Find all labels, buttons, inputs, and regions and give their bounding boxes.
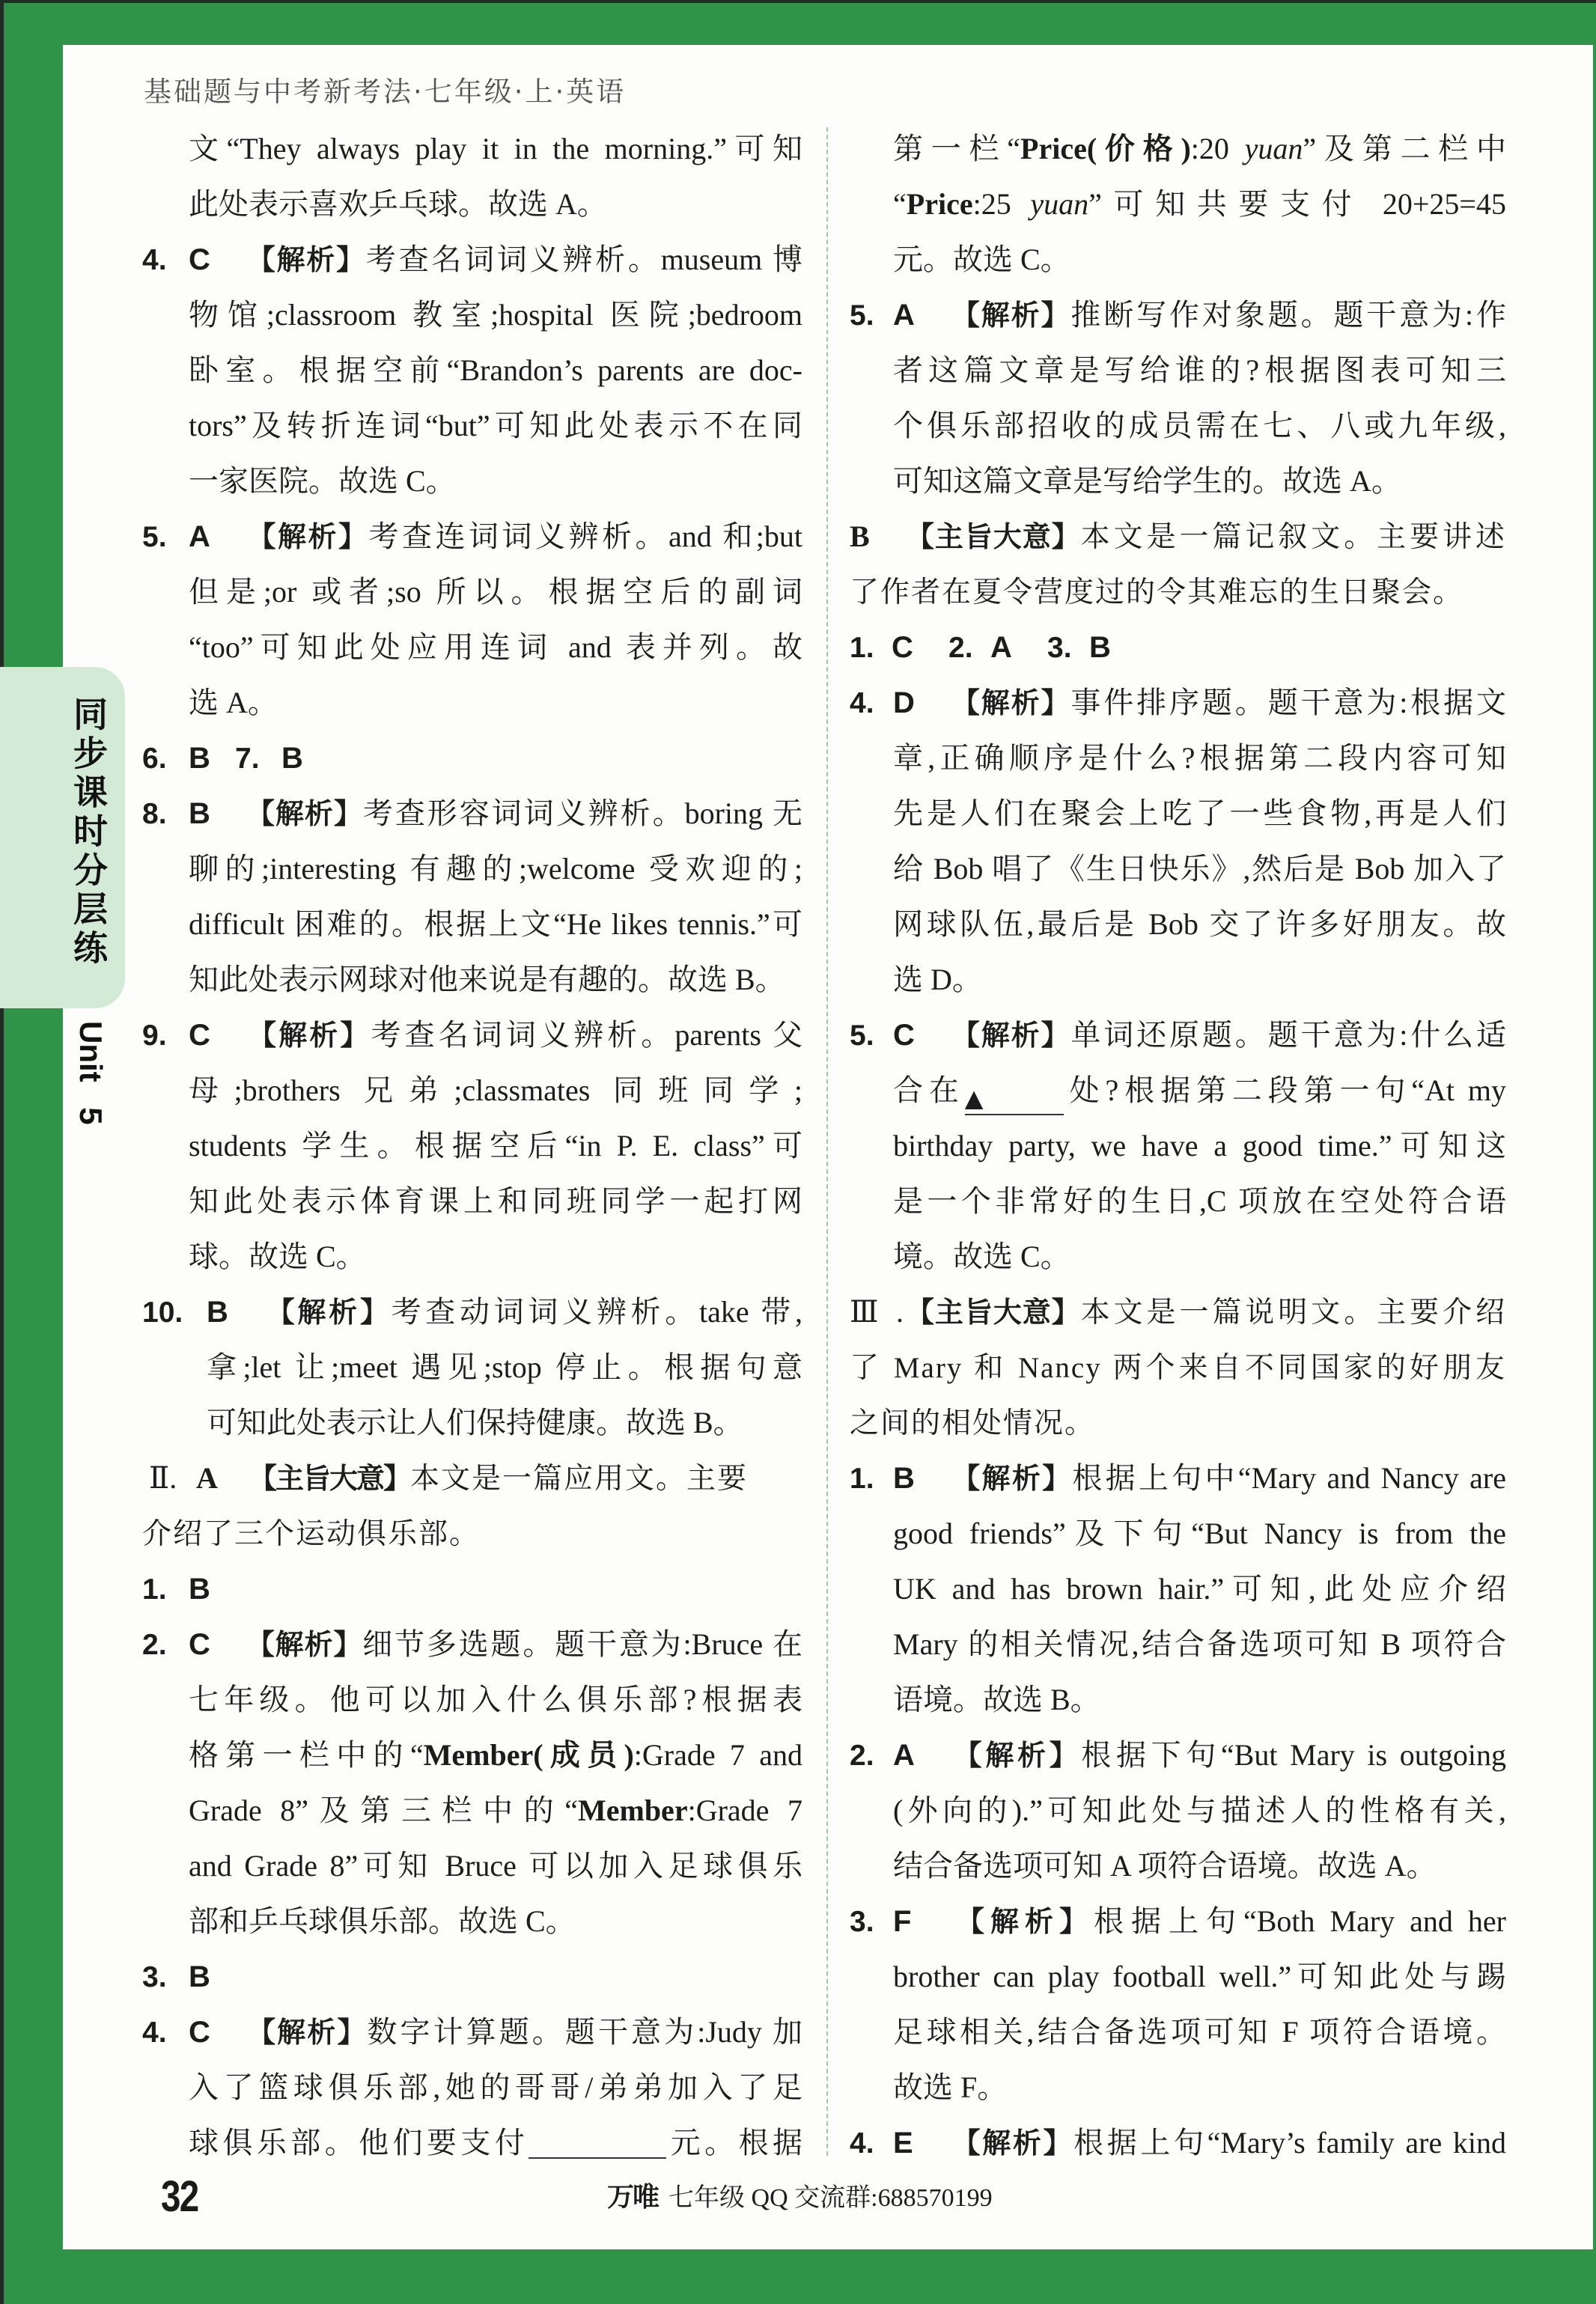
explanation-text: tors”及转折连词“but”可知此处表示不在同 [189,409,802,442]
short-answers-line [850,620,1506,675]
explanation-text: 考查动词词义辨析。take 带, [391,1295,802,1329]
explanation-line [850,121,1506,177]
explanation-text: “ [893,187,907,221]
explanation-text: 故选 F。 [893,2070,1008,2104]
explanation-text: 卧室。根据空前“Brandon’s parents are doc- [189,353,802,387]
explanation-line [142,620,802,675]
running-header: 基础题与中考新考法·七年级·上·英语 [144,76,627,108]
main-idea-tag: 【主旨大意】 [904,520,1081,553]
analysis-tag: 【解析】 [262,1296,392,1329]
bold-term: Price [906,187,973,221]
blank-line [142,2115,802,2171]
explanation-text: 根据上句中“Mary and Nancy are [1072,1461,1506,1495]
question-number: 2. [948,632,973,664]
answer-line [142,2005,802,2060]
explanation-line [142,2060,802,2115]
brand-logo: 万唯 [607,2182,659,2213]
explanation-text: 元。故选 C。 [893,243,1070,276]
explanation-line [142,897,802,952]
footer-info [607,2181,993,2215]
explanation-text: 推断写作对象题。题干意为:作 [1070,298,1506,332]
column-divider [826,127,828,2156]
explanation-text: 考查名词词义辨析。parents 父 [371,1018,802,1052]
explanation-text: 个俱乐部招收的成员需在七、八或九年级, [893,409,1506,442]
explanation-text: 考查名词词义辨析。museum 博 [365,243,802,276]
answer-letter: A [893,299,915,332]
explanation-text: students 学生。根据空后“in P. E. class”可 [189,1129,802,1162]
explanation-line [142,1063,802,1118]
question-number: 3. [1047,632,1072,664]
answer-letter: B [189,742,210,775]
explanation-text: 物馆;classroom 教室;hospital 医院;bedroom [189,298,802,332]
explanation-text: 单词还原题。题干意为:什么适 [1070,1018,1506,1052]
explanation-line [142,121,802,177]
explanation-text: 先是人们在聚会上吃了一些食物,再是人们 [893,796,1506,830]
answer-letter: C [189,2016,210,2049]
explanation-text: brother can play football well.”可知此处与踢 [893,1960,1506,1993]
explanation-line [850,2005,1506,2060]
explanation-line [850,398,1506,454]
main-idea-tag: 【主旨大意】 [249,1462,411,1495]
triangle-blank-icon: ▲ [965,1081,1064,1115]
section-answer: A [196,1461,218,1495]
page-number: 32 [161,2172,198,2221]
answer-letter: D [893,686,915,719]
explanation-text: 元。根据 [666,2126,803,2160]
explanation-line [850,2060,1506,2115]
analysis-tag: 【解析】 [948,1905,1094,1938]
answer-line [850,2115,1506,2171]
explanation-text: 根据下句“But Mary is outgoing [1081,1738,1506,1772]
answer-letter: B [281,742,303,775]
scan-edge-top [0,0,1596,3]
explanation-line [142,398,802,454]
main-idea-text: 了作者在夏令营度过的令其难忘的生日聚会。 [850,576,1464,609]
explanation-text: “too”可知此处应用连词 and 表并列。故 [189,630,802,664]
main-idea-text: 介绍了三个运动俱乐部。 [142,1518,481,1550]
answer-line [142,1617,802,1672]
explanation-text: difficult 困难的。根据上文“He likes tennis.”可 [189,907,802,941]
fill-blank [529,2124,666,2159]
explanation-text: 选 D。 [893,963,982,996]
explanation-text: UK and has brown hair.”可知,此处应介绍 [893,1572,1506,1606]
explanation-line [850,1118,1506,1174]
explanation-text: 球。故选 C。 [189,1240,366,1273]
analysis-tag: 【解析】 [948,686,1071,719]
main-idea-text: 本文是一篇应用文。主要 [410,1463,749,1495]
short-answers-line [142,731,802,786]
explanation-text: ”及第二栏中 [1303,132,1506,165]
main-idea-text: 了 Mary 和 Nancy 两个来自不同国家的好朋友 [850,1352,1506,1384]
question-number: 2. [850,1740,874,1772]
explanation-line [850,1506,1506,1561]
explanation-line [850,1672,1506,1728]
answer-line [142,1008,802,1063]
explanation-line [142,343,802,398]
explanation-line [142,1728,802,1783]
question-number: 4. [850,687,874,719]
explanation-text: 部和乒乓球俱乐部。故选 C。 [189,1904,576,1938]
bold-term: Member(成员) [423,1738,634,1772]
answer-letter: B [189,1573,210,1606]
question-number: 7. [235,743,260,775]
explanation-text: 细节多选题。题干意为:Bruce 在 [362,1627,802,1661]
answer-line [850,1008,1506,1063]
answer-letter: B [189,1960,210,1993]
explanation-line [850,232,1506,287]
explanation-line [850,952,1506,1008]
explanation-line [142,1118,802,1174]
footer-text: 七年级 QQ 交流群:688570199 [668,2184,993,2212]
explanation-line [142,675,802,731]
explanation-text: ”可知共要支付 20+25=45 [1088,187,1506,221]
section-summary-line [142,1451,802,1506]
answer-letter: B [893,1462,915,1495]
explanation-text: 事件排序题。题干意为:根据文 [1070,686,1506,719]
answer-line [850,287,1506,343]
explanation-text: 数字计算题。题干意为:Judy 加 [367,2015,802,2049]
explanation-text: :Grade 7 [687,1793,802,1827]
answer-letter: C [189,243,210,276]
explanation-line [142,1838,802,1894]
explanation-text: 球俱乐部。他们要支付 [189,2126,529,2160]
explanation-text: 处?根据第二段第一句“At my [1063,1073,1507,1107]
main-idea-tag: 【主旨大意】 [904,1296,1081,1329]
explanation-text: good friends”及下句“But Nancy is from the [893,1517,1506,1550]
question-number: 3. [850,1906,874,1938]
explanation-line [850,1617,1506,1672]
explanation-line [850,841,1506,897]
explanation-text: Grade 8”及第三栏中的“ [189,1793,578,1827]
answer-letter: C [189,1628,210,1661]
question-number: 1. [142,1573,167,1606]
explanation-text: 考查连词词义辨析。and 和;but [368,519,802,553]
explanation-line [142,564,802,620]
analysis-tag: 【解析】 [244,797,363,830]
explanation-text: 入了篮球俱乐部,她的哥哥/弟弟加入了足 [189,2070,802,2104]
explanation-text: 知此处表示网球对他来说是有趣的。故选 B。 [189,963,785,996]
section-summary-line [850,564,1506,620]
question-number: 8. [142,798,167,830]
explanation-line [142,1229,802,1284]
answer-line [850,1451,1506,1506]
question-number: 5. [142,521,167,553]
answer-letter: A [189,520,210,553]
blank-line [850,1063,1506,1118]
explanation-text: 网球队伍,最后是 Bob 交了许多好朋友。故 [893,907,1506,941]
bold-term: Member [577,1793,688,1827]
analysis-tag: 【解析】 [244,1019,371,1052]
explanation-text: 足球相关,结合备选项可知 F 项符合语境。 [893,2015,1506,2049]
explanation-text: 结合备选项可知 A 项符合语境。故选 A。 [893,1849,1437,1883]
explanation-line [142,1672,802,1728]
explanation-line [850,786,1506,841]
question-number: 1. [850,632,874,664]
short-answers-line [142,1949,802,2005]
answer-letter: A [893,1739,915,1772]
explanation-text: 可知这篇文章是写给学生的。故选 A。 [893,464,1401,498]
section-number: Ⅱ. [149,1461,177,1495]
question-number: 4. [142,2017,167,2049]
question-number: 10. [142,1296,183,1329]
explanation-text: 第一栏“ [893,132,1021,165]
explanation-line [142,1174,802,1229]
explanation-line [850,343,1506,398]
explanation-text: 境。故选 C。 [893,1240,1070,1273]
explanation-line [142,454,802,509]
section-summary-line [850,1340,1506,1395]
explanation-text: (外向的).”可知此处与描述人的性格有关, [893,1793,1506,1827]
answer-letter: F [893,1905,912,1938]
right-column [850,121,1506,2171]
section-summary-line [850,1395,1506,1451]
short-answers-line [142,1561,802,1617]
scan-edge-left [0,0,4,2304]
answer-line [142,509,802,564]
explanation-text: and Grade 8”可知 Bruce 可以加入足球俱乐 [189,1849,802,1883]
bold-term: Price(价格) [1020,132,1191,165]
explanation-line [850,897,1506,952]
explanation-text: 七年级。他可以加入什么俱乐部?根据表 [189,1683,802,1716]
explanation-line [850,1229,1506,1284]
section-number: B [850,519,870,553]
explanation-text: 是一个非常好的生日,C 项放在空处符合语 [893,1184,1506,1218]
answer-line [142,1284,802,1340]
question-number: 4. [142,244,167,276]
explanation-line [850,1783,1506,1838]
explanation-text: 者这篇文章是写给谁的?根据图表可知三 [893,353,1506,387]
explanation-text: birthday party, we have a good time.”可知这 [893,1129,1506,1162]
section-summary-line [850,509,1506,564]
section-number: Ⅲ. [850,1295,904,1329]
answer-letter: E [893,2127,913,2160]
explanation-line [850,731,1506,786]
explanation-text: 此处表示喜欢乒乓球。故选 A。 [189,187,607,221]
explanation-text: 可知此处表示让人们保持健康。故选 B。 [207,1406,743,1439]
explanation-text: 一家医院。故选 C。 [189,464,456,498]
analysis-tag: 【解析】 [244,2016,368,2049]
italic-term: yuan [1244,132,1303,165]
answer-letter: A [990,631,1012,664]
question-number: 9. [142,1020,167,1052]
explanation-line [142,287,802,343]
analysis-tag: 【解析】 [244,1628,363,1661]
unit-label: Unit 5 [73,1021,109,1125]
italic-term: yuan [1030,187,1089,221]
explanation-text: Mary 的相关情况,结合备选项可知 B 项符合 [893,1627,1506,1661]
main-idea-text: 之间的相处情况。 [850,1407,1096,1439]
explanation-text: 聊的;interesting 有趣的;welcome 受欢迎的; [189,852,802,886]
question-number: 1. [850,1463,874,1495]
explanation-text: :20 [1190,132,1245,165]
question-number: 5. [850,1020,874,1052]
section-summary-line [142,1506,802,1561]
main-idea-text: 本文是一篇记叙文。主要讲述 [1080,521,1506,553]
main-idea-text: 本文是一篇说明文。主要介绍 [1080,1296,1506,1329]
explanation-text: 拿;let 让;meet 遇见;stop 停止。根据句意 [207,1350,802,1384]
explanation-text: 根据上句“Both Mary and her [1094,1904,1506,1938]
answer-letter: B [207,1296,228,1329]
explanation-text: 根据上句“Mary’s family are kind [1073,2126,1506,2160]
answer-letter: B [189,797,210,830]
explanation-text: 但是;or 或者;so 所以。根据空后的副词 [189,575,802,609]
explanation-text: 语境。故选 B。 [893,1683,1100,1716]
explanation-text: 选 A。 [189,686,278,719]
analysis-tag: 【解析】 [948,1739,1082,1772]
section-summary-line [850,1284,1506,1340]
explanation-line [142,1783,802,1838]
question-number: 5. [850,299,874,332]
explanation-line [850,454,1506,509]
explanation-line [142,841,802,897]
question-number: 4. [850,2127,874,2160]
question-number: 2. [142,1629,167,1661]
explanation-line [850,1174,1506,1229]
explanation-line [142,1395,802,1451]
explanation-text: 母;brothers 兄弟;classmates 同班同学; [189,1073,802,1107]
analysis-tag: 【解析】 [244,243,366,276]
explanation-line [142,177,802,232]
answer-letter: B [1089,631,1111,664]
analysis-tag: 【解析】 [948,1019,1071,1052]
answer-line [850,1728,1506,1783]
analysis-tag: 【解析】 [948,2127,1074,2160]
explanation-text: 知此处表示体育课上和同班同学一起打网 [189,1184,802,1218]
analysis-tag: 【解析】 [948,299,1071,332]
analysis-tag: 【解析】 [244,520,369,553]
explanation-line [142,1340,802,1395]
explanation-text: :Grade 7 and [633,1738,802,1772]
left-column [142,121,802,2171]
explanation-line [850,177,1506,232]
explanation-text: 文“They always play it in the morning.”可知 [189,132,802,165]
explanation-text: 章,正确顺序是什么?根据第二段内容可知 [893,741,1506,775]
question-number: 6. [142,743,167,775]
explanation-line [142,952,802,1008]
explanation-line [850,1949,1506,2005]
explanation-text: 考查形容词词义辨析。boring 无 [362,796,802,830]
analysis-tag: 【解析】 [948,1462,1073,1495]
answer-letter: C [189,1019,210,1052]
answer-letter: C [893,1019,915,1052]
answer-line [850,1894,1506,1949]
answer-line [142,786,802,841]
answer-line [142,232,802,287]
explanation-line [850,1838,1506,1894]
answer-line [850,675,1506,731]
explanation-line [850,1561,1506,1617]
explanation-text: :25 [972,187,1031,221]
explanation-text: 格第一栏中的“ [189,1738,424,1772]
answer-letter: C [892,631,913,664]
explanation-line [142,1894,802,1949]
side-tab-label: 同步课时分层练 [68,696,109,969]
explanation-text: 给 Bob 唱了《生日快乐》,然后是 Bob 加入了 [893,852,1506,886]
explanation-text: 合在 [893,1073,965,1107]
question-number: 3. [142,1961,167,1993]
